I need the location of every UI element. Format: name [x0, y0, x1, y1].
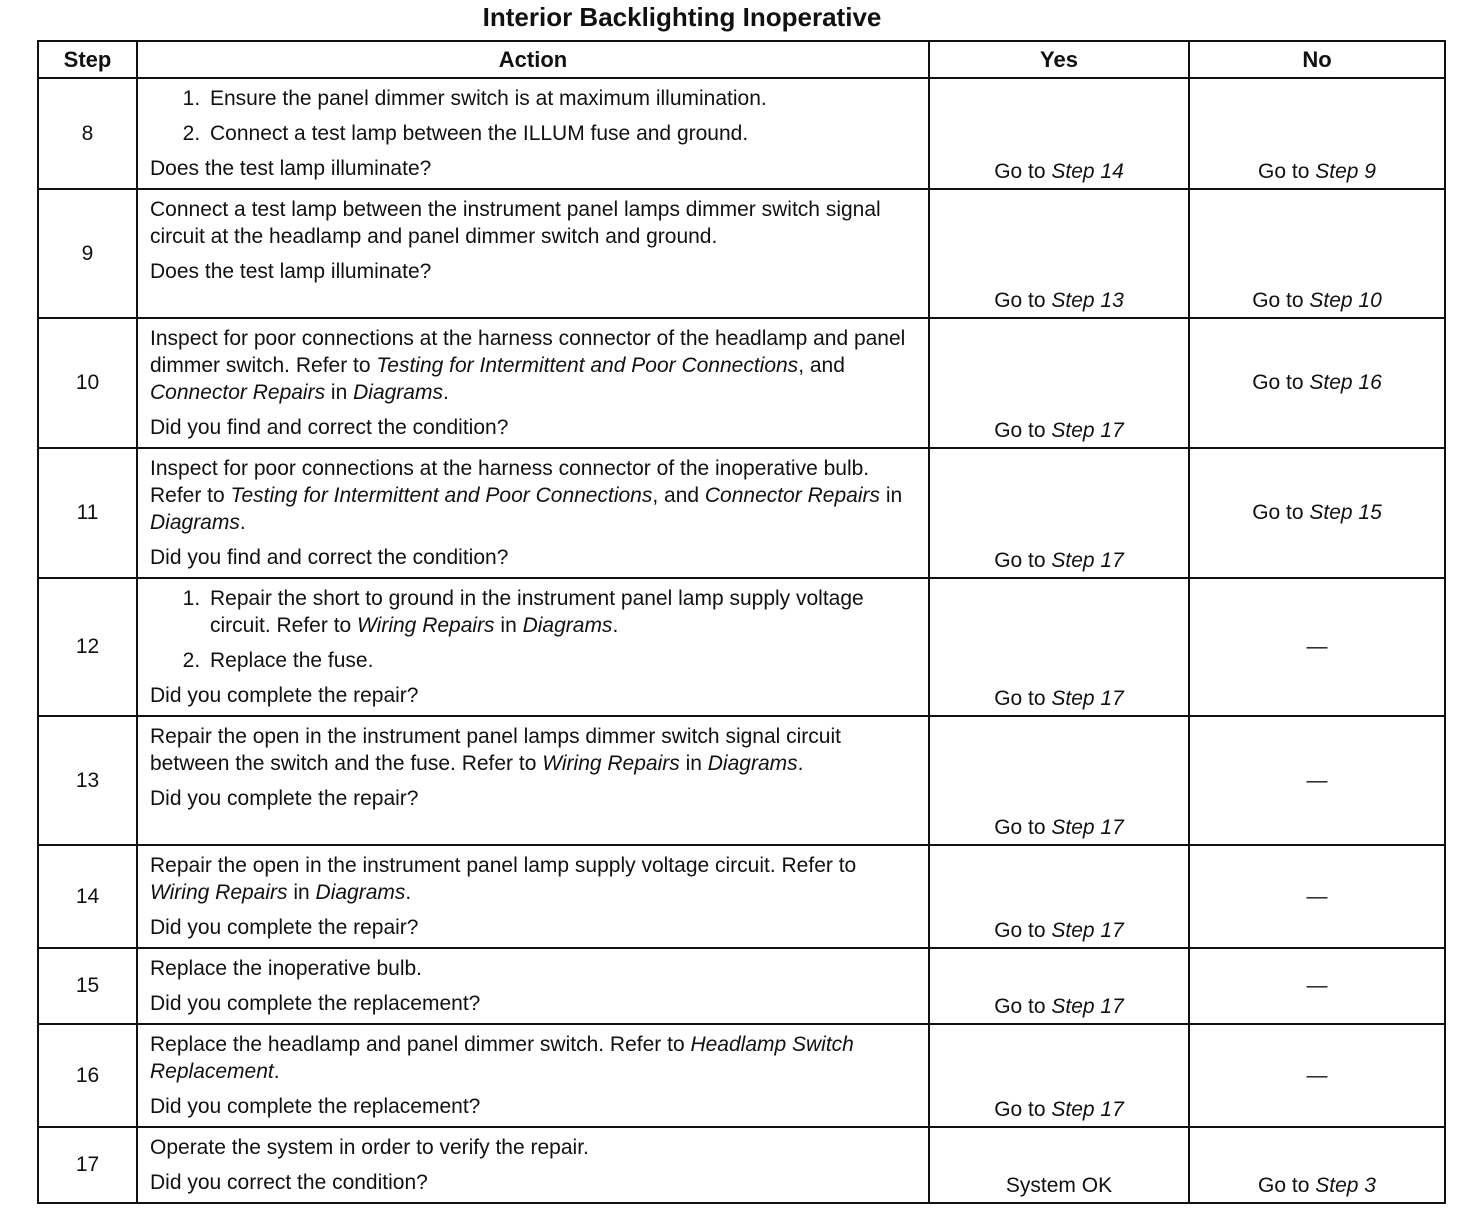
text-run: , and — [652, 484, 705, 507]
no-step-link: Step 9 — [1315, 160, 1376, 183]
no-prefix: Go to — [1258, 1174, 1316, 1197]
no-cell — [1189, 948, 1445, 1024]
text-run: . — [797, 752, 804, 775]
text-run: in — [494, 614, 523, 637]
no-cell — [1189, 189, 1445, 318]
reference-title: Diagrams — [707, 752, 798, 775]
text-run: in — [287, 881, 316, 904]
reference-title: Diagrams — [522, 614, 613, 637]
text-run: . — [442, 381, 449, 404]
question: Did you complete the replacement? — [150, 1095, 481, 1118]
no-cell — [1189, 1127, 1445, 1203]
reference-title: Connector Repairs — [704, 484, 880, 507]
text-run: Replace the headlamp and panel dimmer switch. Refer to — [150, 1033, 691, 1056]
reference-title: Testing for Intermittent and Poor Connections — [230, 484, 653, 507]
no-dash: — — [1306, 1063, 1328, 1087]
yes-prefix: Go to — [994, 919, 1052, 942]
yes-prefix: Go to — [994, 549, 1052, 572]
table-row — [38, 318, 1445, 448]
question: Does the test lamp illuminate? — [150, 260, 432, 283]
yes-prefix: Go to — [994, 816, 1052, 839]
text-run: Inspect for poor connections at the harness connector of the headlamp and panel dimmer switch. Refer to — [150, 327, 906, 377]
action-text — [150, 852, 918, 906]
table-row — [38, 845, 1445, 948]
question: Does the test lamp illuminate? — [150, 157, 432, 180]
step-number: 9 — [38, 189, 137, 318]
yes-cell — [929, 189, 1189, 318]
question: Did you complete the repair? — [150, 684, 419, 707]
yes-prefix: Go to — [994, 687, 1052, 710]
no-prefix: Go to — [1252, 371, 1310, 394]
step-number: 14 — [38, 845, 137, 948]
no-dash: — — [1306, 974, 1328, 997]
reference-title: Wiring Repairs — [542, 752, 680, 775]
yes-cell — [929, 948, 1189, 1024]
action-cell — [137, 448, 929, 578]
step-number: 16 — [38, 1024, 137, 1127]
list-item: 2. Connect a test lamp between the ILLUM fuse and ground. — [206, 120, 918, 147]
no-step-link: Step 10 — [1309, 289, 1382, 312]
question: Did you find and correct the condition? — [150, 416, 509, 439]
table-row — [38, 716, 1445, 845]
step-number: 8 — [38, 78, 137, 189]
yes-step-link: Step 17 — [1051, 549, 1124, 572]
yes-cell — [929, 78, 1189, 189]
step-number: 10 — [38, 318, 137, 448]
action-cell — [137, 318, 929, 448]
action-text: Operate the system in order to verify the repair. — [150, 1136, 589, 1159]
table-row — [38, 1127, 1445, 1203]
no-cell — [1189, 716, 1445, 845]
action-cell — [137, 578, 929, 716]
question: Did you correct the condition? — [150, 1171, 428, 1194]
header-yes: Yes — [929, 41, 1189, 78]
yes-cell — [929, 716, 1189, 845]
no-step-link: Step 3 — [1315, 1174, 1376, 1197]
yes-cell — [929, 318, 1189, 448]
text-run: Repair the open in the instrument panel lamps dimmer switch signal circuit between the switch and the fuse. Refer to — [150, 725, 841, 775]
table-row — [38, 578, 1445, 716]
yes-cell — [929, 578, 1189, 716]
no-cell — [1189, 578, 1445, 716]
question: Did you complete the replacement? — [150, 992, 481, 1015]
action-cell — [137, 78, 929, 189]
table-row — [38, 448, 1445, 578]
diagnostic-table — [37, 40, 1446, 1204]
yes-prefix: Go to — [994, 419, 1052, 442]
header-no: No — [1189, 41, 1445, 78]
no-step-link: Step 15 — [1309, 501, 1382, 524]
text-run: . — [405, 881, 412, 904]
action-text: Replace the inoperative bulb. — [150, 957, 423, 980]
action-text — [150, 1031, 918, 1085]
action-cell — [137, 189, 929, 318]
yes-step-link: Step 17 — [1051, 419, 1124, 442]
table-header-row — [38, 41, 1445, 78]
action-cell — [137, 716, 929, 845]
no-prefix: Go to — [1252, 289, 1310, 312]
reference-title: Diagrams — [315, 881, 406, 904]
no-cell — [1189, 318, 1445, 448]
text-run: Inspect for poor connections at the harness connector of the inoperative bulb. Refer to — [150, 457, 870, 507]
step-number: 11 — [38, 448, 137, 578]
action-cell — [137, 948, 929, 1024]
action-text: Connect a test lamp between the instrument panel lamps dimmer switch signal circuit at the headlamp and panel dimmer switch and ground. — [150, 198, 881, 248]
no-cell — [1189, 845, 1445, 948]
yes-prefix: Go to — [994, 160, 1052, 183]
question: Did you complete the repair? — [150, 787, 419, 810]
no-cell — [1189, 1024, 1445, 1127]
text-run: in — [879, 484, 903, 507]
action-cell — [137, 1024, 929, 1127]
reference-title: Connector Repairs — [150, 381, 326, 404]
action-text — [150, 723, 918, 777]
no-dash: — — [1306, 768, 1328, 792]
no-prefix: Go to — [1252, 501, 1310, 524]
step-number: 13 — [38, 716, 137, 845]
header-step: Step — [38, 41, 137, 78]
question: Did you complete the repair? — [150, 916, 419, 939]
table-row — [38, 1024, 1445, 1127]
action-text — [150, 325, 918, 406]
yes-step-link: Step 13 — [1051, 289, 1124, 312]
text-run: Repair the short to ground in the instrument panel lamp supply voltage circuit. Refer to — [210, 587, 864, 637]
step-number: 15 — [38, 948, 137, 1024]
reference-title: Diagrams — [353, 381, 443, 404]
reference-title: Wiring Repairs — [357, 614, 495, 637]
list-item — [206, 585, 918, 639]
no-dash: — — [1306, 884, 1328, 908]
yes-step-link: Step 17 — [1051, 1098, 1124, 1121]
yes-cell — [929, 1127, 1189, 1203]
step-number: 12 — [38, 578, 137, 716]
yes-cell — [929, 1024, 1189, 1127]
yes-cell — [929, 845, 1189, 948]
no-prefix: Go to — [1258, 160, 1316, 183]
text-run: , and — [798, 354, 845, 377]
action-text — [150, 455, 918, 536]
table-row — [38, 948, 1445, 1024]
yes-prefix: Go to — [994, 1098, 1052, 1121]
text-run: in — [325, 381, 354, 404]
no-step-link: Step 16 — [1309, 371, 1382, 394]
text-run: in — [679, 752, 708, 775]
reference-title: Headlamp Switch Replacement — [150, 1033, 854, 1083]
question: Did you find and correct the condition? — [150, 546, 509, 569]
action-cell — [137, 1127, 929, 1203]
yes-step-link: Step 17 — [1051, 687, 1124, 710]
no-dash: — — [1306, 635, 1328, 658]
header-action: Action — [137, 41, 929, 78]
yes-result: System OK — [1005, 1174, 1113, 1197]
reference-title: Testing for Intermittent and Poor Connections — [376, 354, 799, 377]
table-row — [38, 78, 1445, 189]
yes-step-link: Step 17 — [1051, 995, 1124, 1018]
list-item: 1. Ensure the panel dimmer switch is at maximum illumination. — [206, 85, 918, 112]
yes-step-link: Step 17 — [1051, 919, 1124, 942]
yes-prefix: Go to — [994, 289, 1052, 312]
yes-cell — [929, 448, 1189, 578]
text-run: . — [273, 1060, 280, 1083]
no-cell — [1189, 78, 1445, 189]
text-run: . — [239, 511, 246, 534]
yes-step-link: Step 14 — [1051, 160, 1124, 183]
page-title: Interior Backlighting Inoperative — [482, 2, 882, 32]
list-item: 2. Replace the fuse. — [206, 647, 918, 674]
step-number: 17 — [38, 1127, 137, 1203]
yes-step-link: Step 17 — [1051, 816, 1124, 839]
text-run: Repair the open in the instrument panel lamp supply voltage circuit. Refer to — [150, 854, 857, 877]
no-cell — [1189, 448, 1445, 578]
action-cell — [137, 845, 929, 948]
table-row — [38, 189, 1445, 318]
reference-title: Wiring Repairs — [150, 881, 288, 904]
reference-title: Diagrams — [150, 511, 240, 534]
yes-prefix: Go to — [994, 995, 1052, 1018]
text-run: . — [612, 614, 619, 637]
